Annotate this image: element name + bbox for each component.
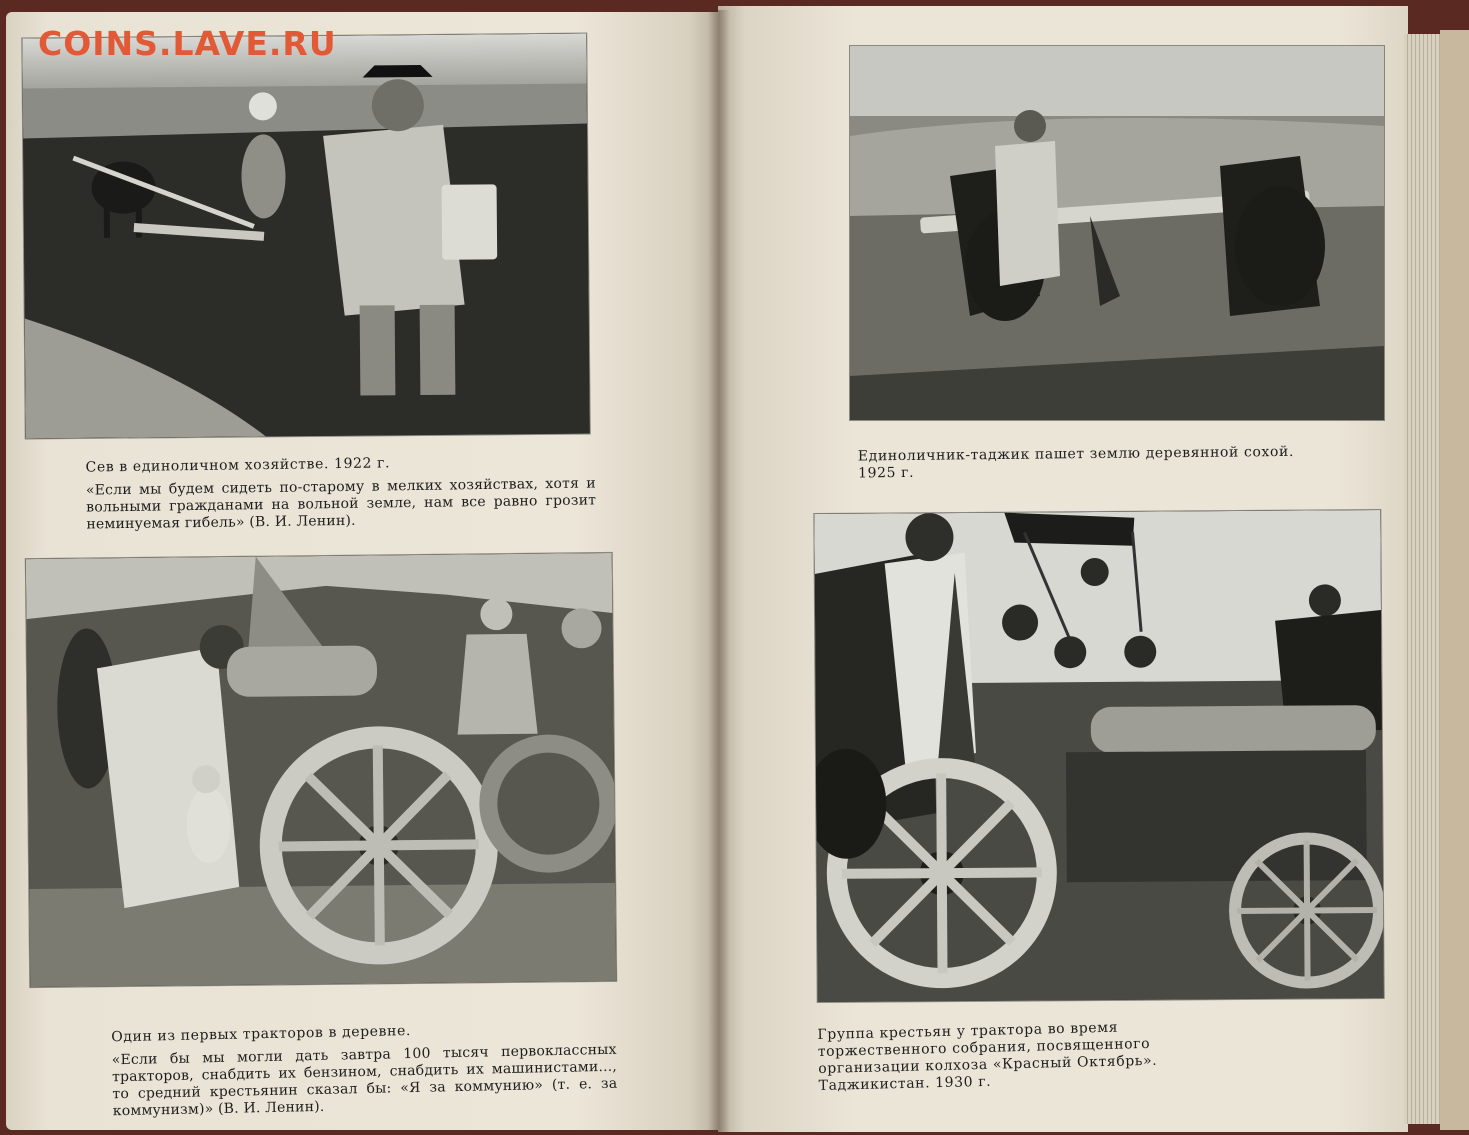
book-gutter: [708, 10, 730, 1132]
watermark: COINS.LAVE.RU: [38, 24, 337, 63]
caption-title: Группа крестьян у трактора во время торжественного собрания, посвященного организации колхоза «Красный Октябрь». Таджикистан. 1930 г.: [817, 1019, 1158, 1094]
caption-quote: «Если бы мы могли дать завтра 100 тысяч первоклассных тракторов, снабдить их бензином, снабдить их машинистами..., то средний крестьянин сказал бы: «Я за коммунию» (т. е. за коммунизм)» (В. И. Ленин).: [111, 1041, 618, 1120]
caption-quote: «Если мы будем сидеть по-старому в мелких хозяйствах, хотя и вольными гражданами на вольной земле, нам все равно грозит неминуемая гибель» (В. И. Ленин).: [85, 475, 597, 533]
caption-title: Единоличник-таджик пашет землю деревянной сохой. 1925 г.: [857, 443, 1295, 482]
caption-peasant-sowing: [86, 452, 597, 533]
caption-title: Один из первых тракторов в деревне.: [111, 1023, 412, 1046]
photo-plowing-with-oxen: [850, 46, 1384, 420]
caption-title: Сев в единоличном хозяйстве. 1922 г.: [85, 455, 391, 476]
photo-first-tractor: [26, 553, 616, 987]
photo-peasants-at-tractor: [814, 510, 1383, 1002]
caption-plowing-with-oxen: [858, 444, 1328, 489]
page-edges: [1404, 34, 1444, 1124]
photo-peasant-sowing: [22, 34, 589, 439]
book-cover-edge: [1440, 30, 1469, 1130]
caption-first-tractor: [111, 1019, 618, 1121]
caption-peasants-at-tractor: [817, 1017, 1229, 1095]
